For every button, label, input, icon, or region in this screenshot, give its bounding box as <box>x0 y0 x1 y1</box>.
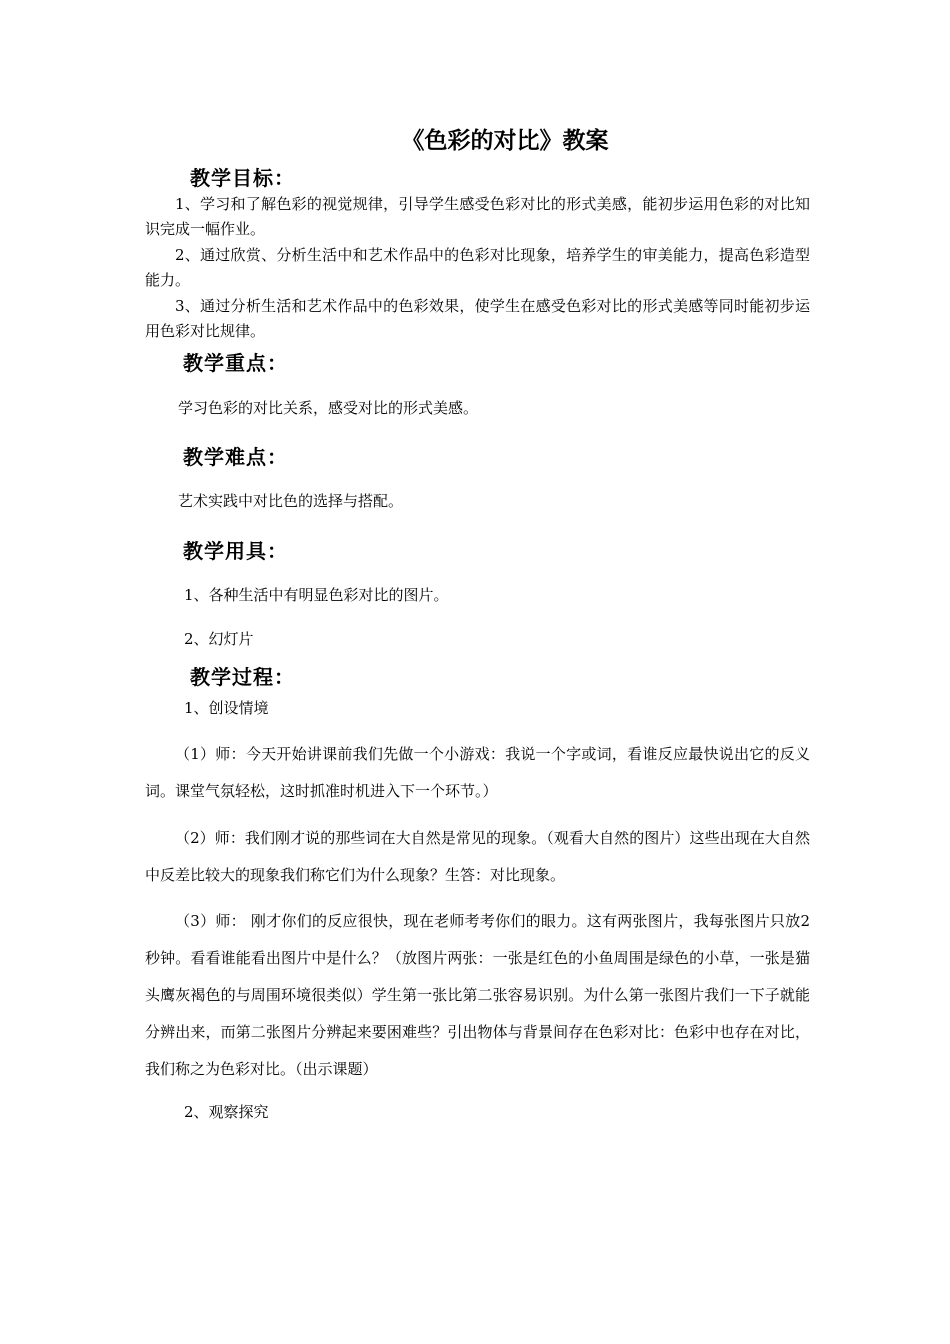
process-step-2: 2、观察探究 <box>184 1103 269 1121</box>
key-points-text: 学习色彩的对比关系，感受对比的形式美感。 <box>178 399 479 417</box>
process-paragraph-1: （1）师：今天开始讲课前我们先做一个小游戏：我说一个字或词，看谁反应最快说出它的反义词。课堂气氛轻松，这时抓准时机进入下一个环节。） <box>145 745 810 800</box>
process-paragraph-3: （3）师： 刚才你们的反应很快，现在老师考考你们的眼力。这有两张图片，我每张图片只放2秒钟。看看谁能看出图片中是什么？（放图片两张：一张是红色的小鱼周围是绿色的小草，一张是猫头鹰灰褐色的与周围环境很类似）学生第一张比第二张容易识别。为什么第一张图片我们一下子就能分辨出来，而第二张图片分辨起来要困难些？引出物体与背景间存在色彩对比：色彩中也存在对比，我们称之为色彩对比。（出示课题） <box>145 912 810 1078</box>
objective-item-3: 3、通过分析生活和艺术作品中的色彩效果，使学生在感受色彩对比的形式美感等同时能初步运用色彩对比规律。 <box>145 297 810 340</box>
difficulties-text: 艺术实践中对比色的选择与搭配。 <box>178 492 404 510</box>
objective-item-1: 1、学习和了解色彩的视觉规律，引导学生感受色彩对比的形式美感，能初步运用色彩的对比知识完成一幅作业。 <box>145 195 810 238</box>
objectives-heading: 教学目标： <box>190 166 295 190</box>
tools-item-1: 1、各种生活中有明显色彩对比的图片。 <box>184 586 449 604</box>
objective-item-2: 2、通过欣赏、分析生活中和艺术作品中的色彩对比现象，培养学生的审美能力，提高色彩造型能力。 <box>145 246 810 289</box>
difficulties-heading: 教学难点： <box>183 445 288 469</box>
process-paragraph-2: （2）师：我们刚才说的那些词在大自然是常见的现象。（观看大自然的图片）这些出现在大自然中反差比较大的现象我们称它们为什么现象？生答：对比现象。 <box>145 829 810 884</box>
key-points-heading: 教学重点： <box>183 351 288 375</box>
process-step-1: 1、创设情境 <box>184 699 269 717</box>
process-heading: 教学过程： <box>190 665 295 689</box>
tools-heading: 教学用具： <box>183 539 288 563</box>
tools-item-2: 2、幻灯片 <box>184 630 254 648</box>
document-title: 《色彩的对比》教案 <box>401 128 609 154</box>
